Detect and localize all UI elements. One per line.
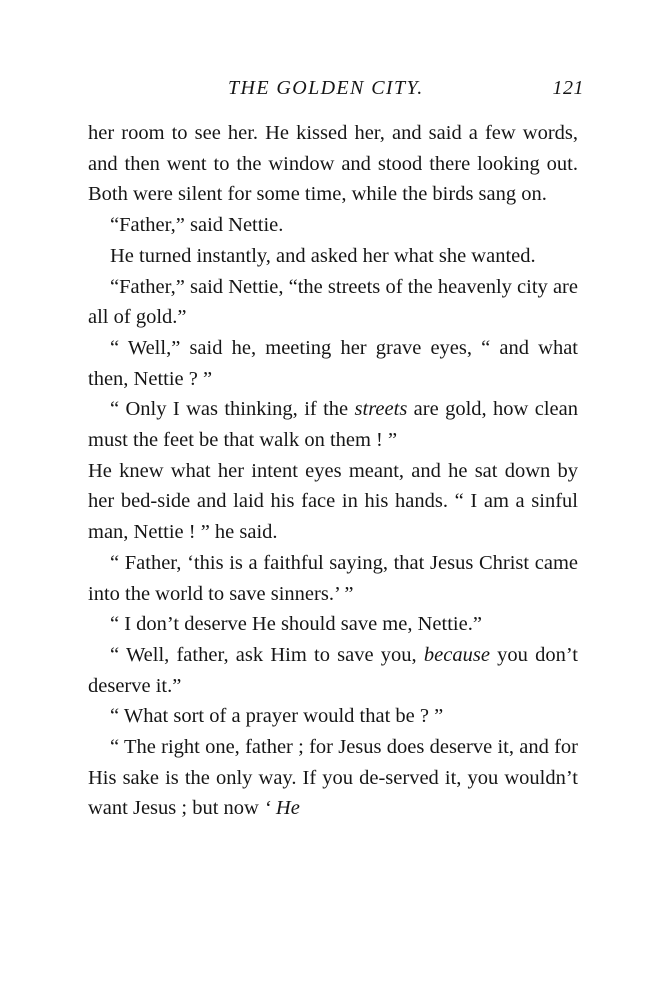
page-header (88, 77, 584, 105)
paragraph: “Father,” said Nettie. (110, 214, 284, 237)
paragraph: “ What sort of a prayer would that be ? ” (110, 705, 444, 728)
paragraph (88, 394, 578, 455)
paragraph-text: “ Well, father, ask Him to save you, (110, 643, 424, 666)
body-text (88, 118, 578, 824)
paragraph-text: you don’t deserve it.” (88, 643, 579, 697)
paragraph-text: “ The right one, father ; for Jesus does deserve it, and for His sake is the only way. If you de-served it, you wouldn’t want Jesus ; but now (88, 736, 578, 820)
paragraph: her room to see her. He kissed her, and said a few words, and then went to the window and stood there looking out. Both were silent for some time, while the birds sang on. (88, 122, 578, 206)
paragraph-text: “ Only I was thinking, if the (110, 398, 355, 421)
paragraph (88, 732, 578, 824)
italic-emphasis: because (423, 643, 490, 666)
paragraph: He knew what her intent eyes meant, and he sat down by her bed-side and laid his face in his hands. “ I am a sinful man, Nettie ! ” he said. (88, 459, 578, 544)
running-title: THE GOLDEN CITY. (228, 77, 424, 99)
paragraph: “ I don’t deserve He should save me, Nettie.” (110, 613, 482, 636)
italic-emphasis: streets (354, 398, 408, 421)
paragraph: He turned instantly, and asked her what she wanted. (110, 244, 536, 267)
paragraph (88, 640, 578, 701)
paragraph-text: are gold, how clean must the feet be that walk on them ! ” (88, 398, 578, 452)
paragraph: “Father,” said Nettie, “the streets of the heavenly city are all of gold.” (88, 275, 578, 329)
italic-emphasis: ‘ He (263, 797, 300, 820)
page-number: 121 (552, 77, 584, 99)
paragraph: “ Father, ‘this is a faithful saying, that Jesus Christ came into the world to save sinners.’ ” (88, 551, 578, 605)
paragraph: “ Well,” said he, meeting her grave eyes, “ and what then, Nettie ? ” (88, 336, 578, 390)
